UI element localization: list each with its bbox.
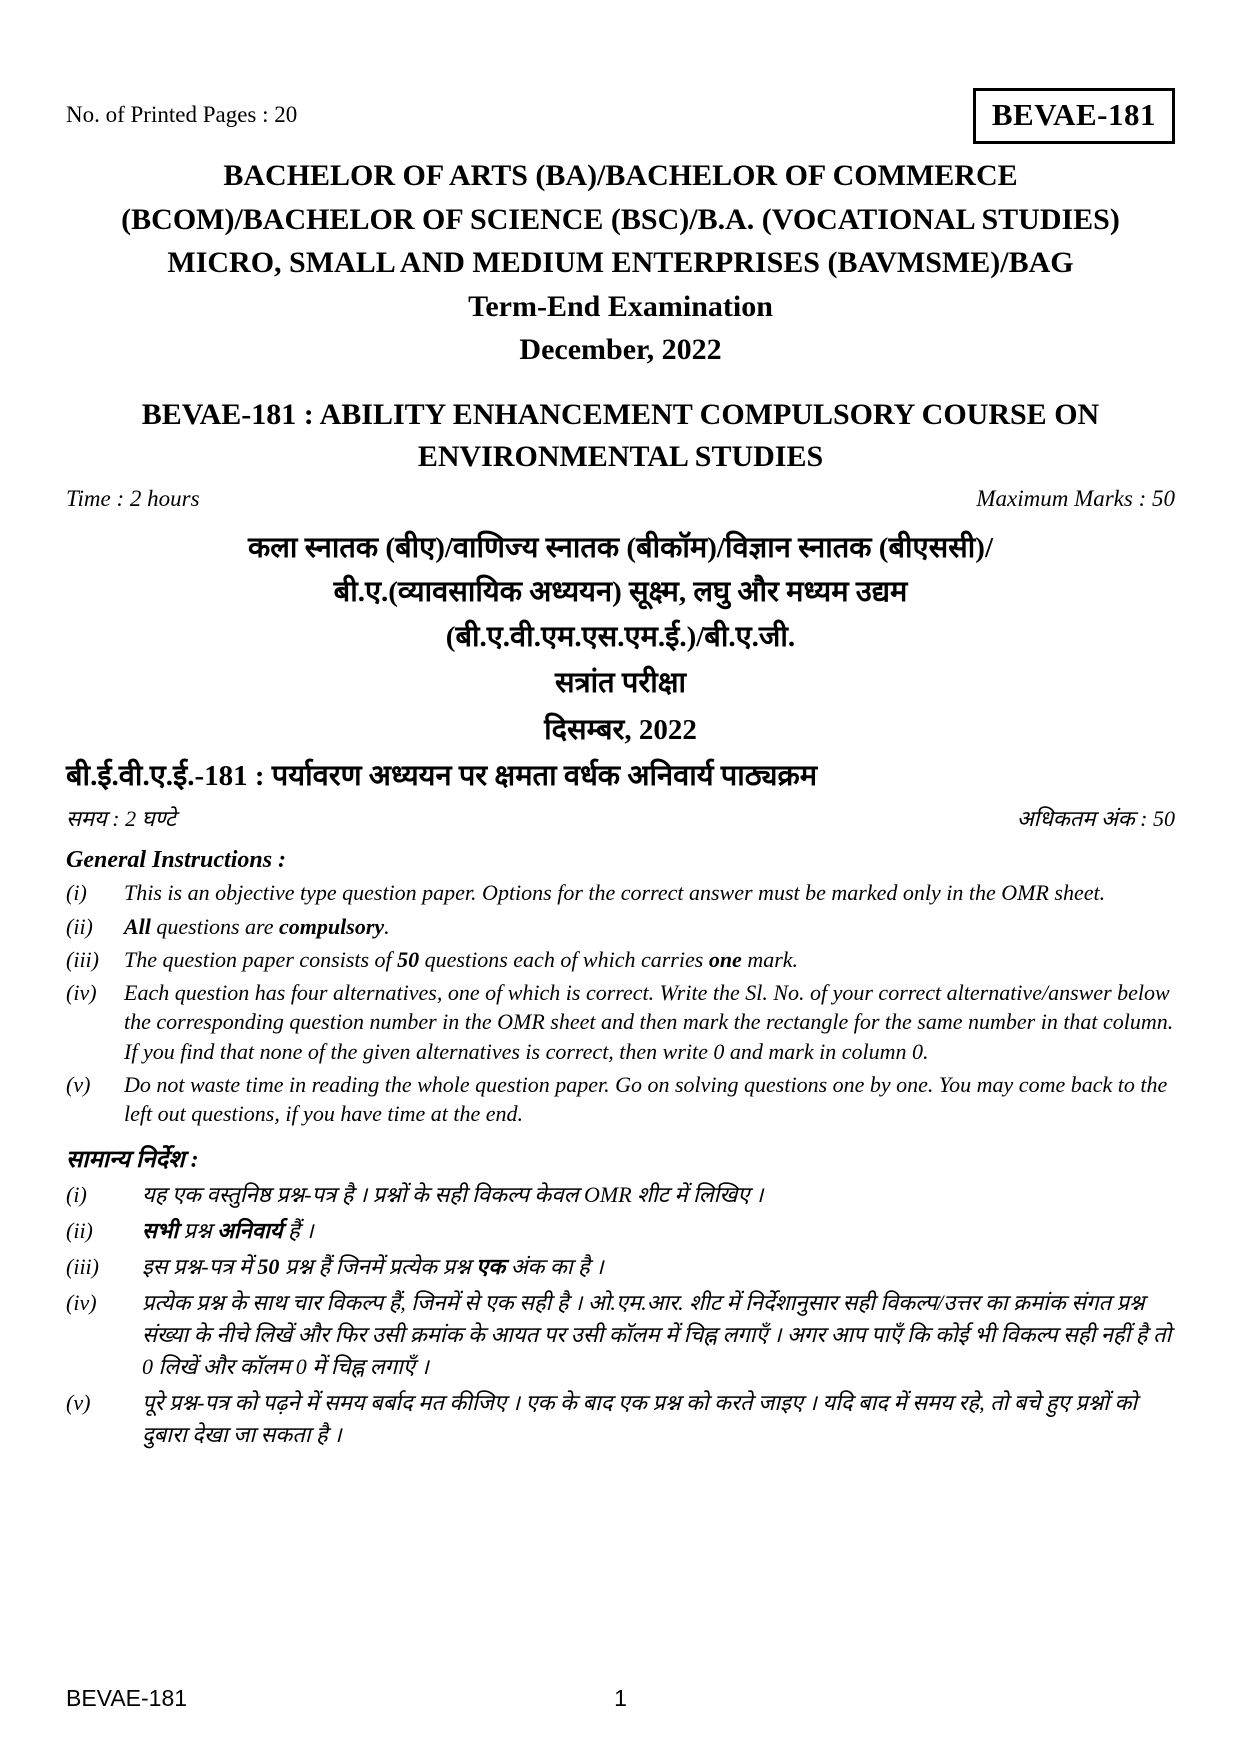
footer-page-number: 1	[614, 1685, 627, 1711]
paper-code-box: BEVAE-181	[973, 88, 1175, 144]
instruction-text: Do not waste time in reading the whole question paper. Go on solving questions one by one. You may come back to the left out questions, if you have time at the end.	[124, 1071, 1168, 1127]
instruction-label: (ii)	[66, 1218, 93, 1244]
instructions-list-hindi	[66, 1179, 1175, 1450]
max-marks-label-english: Maximum Marks : 50	[976, 485, 1175, 511]
instruction-item	[66, 945, 1175, 974]
instruction-label: (iv)	[66, 980, 97, 1006]
header-row	[66, 88, 1175, 144]
instructions-english-block	[66, 847, 1175, 1128]
instruction-label: (iii)	[66, 1254, 99, 1280]
instruction-text: सभी प्रश्न अनिवार्य हैं ।	[142, 1218, 314, 1244]
page-footer	[66, 1685, 1175, 1712]
program-title-hindi-line1: कला स्नातक (बीए)/वाणिज्य स्नातक (बीकॉम)/विज्ञान स्नातक (बीएससी)/	[248, 531, 993, 564]
instruction-label: (v)	[66, 1071, 91, 1097]
instruction-item	[66, 1070, 1175, 1129]
instruction-text: यह एक वस्तुनिष्ठ प्रश्न-पत्र है । प्रश्नों के सही विकल्प केवल OMR शीट में लिखिए ।	[142, 1182, 764, 1208]
instruction-label: (v)	[66, 1389, 91, 1415]
course-title-hindi: बी.ई.वी.ए.ई.-181 : पर्यावरण अध्ययन पर क्षमता वर्धक अनिवार्य पाठ्यक्रम	[66, 760, 818, 793]
time-marks-row-english	[66, 486, 1175, 512]
instructions-hindi-block	[66, 1142, 1175, 1450]
time-label-english: Time : 2 hours	[66, 485, 200, 511]
instruction-item	[66, 1387, 1175, 1451]
instruction-label: (iii)	[66, 946, 99, 972]
exam-date-english: December, 2022	[519, 333, 722, 366]
instruction-label: (ii)	[66, 913, 93, 939]
program-title-english: BACHELOR OF ARTS (BA)/BACHELOR OF COMMERCE (BCOM)/BACHELOR OF SCIENCE (BSC)/B.A. (VOCATIONAL STUDIES) MICRO, SMALL AND MEDIUM ENTERPRISES (BAVMSME)/BAG	[121, 159, 1120, 279]
instruction-item	[66, 1179, 1175, 1211]
instruction-text: Each question has four alternatives, one of which is correct. Write the Sl. No. of your correct alternative/answer below the corresponding question number in the OMR sheet and then mark the rectangle for the same number in that column. If you find that none of the given alternatives is correct, then write 0 and mark in column 0.	[124, 980, 1174, 1064]
instructions-heading-english: General Instructions :	[66, 847, 287, 874]
instruction-text: The question paper consists of 50 questions each of which carries one mark.	[124, 946, 799, 972]
program-title-hindi	[66, 526, 1175, 661]
instruction-text: All questions are compulsory.	[124, 913, 390, 939]
instruction-item	[66, 912, 1175, 941]
program-title-hindi-line2: बी.ए.(व्यावसायिक अध्ययन) सूक्ष्म, लघु और मध्यम उद्यम	[333, 576, 908, 609]
program-title-hindi-line3: (बी.ए.वी.एम.एस.एम.ई.)/बी.ए.जी.	[445, 621, 796, 654]
instruction-label: (i)	[66, 1182, 87, 1208]
instruction-label: (i)	[66, 880, 87, 906]
instruction-text: प्रत्येक प्रश्न के साथ चार विकल्प हैं, जिनमें से एक सही है । ओ.एम.आर. शीट में निर्देशानुसार सही विकल्प/उत्तर का क्रमांक संगत प्रश्न संख्या के नीचे लिखें और फिर उसी क्रमांक के आयत पर उसी कॉलम में चिह्न लगाएँ । अगर आप पाएँ कि कोई भी विकल्प सही नहीं है तो 0 लिखें और कॉलम 0 में चिह्न लगाएँ ।	[142, 1290, 1172, 1379]
instruction-label: (iv)	[66, 1290, 97, 1316]
instruction-text: इस प्रश्न-पत्र में 50 प्रश्न हैं जिनमें प्रत्येक प्रश्न एक अंक का है ।	[142, 1254, 604, 1280]
time-label-hindi: समय : 2 घण्टे	[66, 806, 176, 832]
course-title-english: BEVAE-181 : ABILITY ENHANCEMENT COMPULSORY COURSE ON ENVIRONMENTAL STUDIES	[141, 397, 1100, 473]
instruction-item	[66, 1215, 1175, 1247]
exam-date-hindi: दिसम्बर, 2022	[544, 713, 697, 746]
exam-session-hindi: सत्रांत परीक्षा	[554, 667, 687, 700]
time-marks-row-hindi	[66, 803, 1175, 833]
instruction-item	[66, 878, 1175, 907]
instruction-item	[66, 1287, 1175, 1383]
exam-session-english: Term-End Examination	[468, 289, 773, 323]
instruction-text: This is an objective type question paper. Options for the correct answer must be marked only in the OMR sheet.	[124, 880, 1106, 906]
footer-paper-code: BEVAE-181	[66, 1685, 188, 1711]
instructions-heading-hindi: सामान्य निर्देश :	[66, 1147, 199, 1174]
instructions-list-english	[66, 878, 1175, 1128]
printed-pages-note: No. of Printed Pages : 20	[66, 102, 298, 127]
instruction-item	[66, 1251, 1175, 1283]
instruction-item	[66, 978, 1175, 1066]
max-marks-label-hindi: अधिकतम अंक : 50	[1016, 806, 1175, 832]
instruction-text: पूरे प्रश्न-पत्र को पढ़ने में समय बर्बाद मत कीजिए । एक के बाद एक प्रश्न को करते जाइए । यदि बाद में समय रहे, तो बचे हुए प्रश्नों को दुबारा देखा जा सकता है ।	[142, 1389, 1138, 1447]
